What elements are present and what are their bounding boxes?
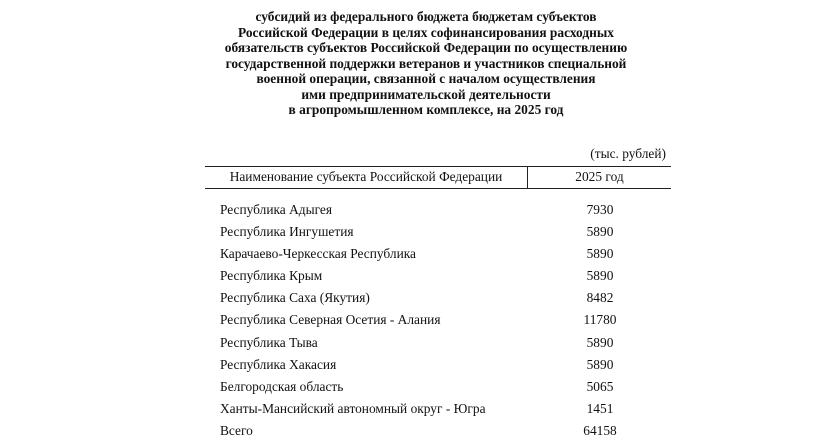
table-row <box>220 311 670 333</box>
region-name: Республика Адыгея <box>220 202 332 217</box>
heading-line: военной операции, связанной с началом осуществления <box>256 71 596 86</box>
region-name: Республика Саха (Якутия) <box>220 290 370 306</box>
region-value: 5890 <box>586 224 614 240</box>
region-name: Республика Ингушетия <box>220 224 354 240</box>
heading-line: ими предпринимательской деятельности <box>301 86 551 102</box>
region-value: 11780 <box>583 312 617 328</box>
heading-line: государственной поддержки ветеранов и участников специальной <box>225 55 627 71</box>
document-heading <box>200 9 652 118</box>
table-row <box>220 289 670 311</box>
column-header-year: 2025 год <box>575 169 624 184</box>
table-row <box>220 201 670 223</box>
table-row <box>220 378 670 400</box>
table-header <box>205 166 671 189</box>
heading-line: обязательств субъектов Российской Федерации по осуществлению <box>224 40 628 55</box>
region-name: Белгородская область <box>220 378 344 394</box>
region-value: 5890 <box>586 334 614 350</box>
region-name: Республика Крым <box>220 268 323 284</box>
table-row <box>220 356 670 378</box>
region-value: 5065 <box>586 378 614 394</box>
region-value: 1451 <box>586 400 614 416</box>
region-name: Карачаево-Черкесская Республика <box>220 246 416 262</box>
region-name: Республика Хакасия <box>220 356 337 372</box>
table-row <box>220 267 670 289</box>
table-row-total <box>220 422 670 444</box>
region-value: 7930 <box>586 202 614 217</box>
units-label: (тыс. рублей) <box>590 146 666 161</box>
total-value: 64158 <box>583 422 617 438</box>
table-row <box>220 223 670 245</box>
region-name: Ханты-Мансийский автономный округ - Югра <box>220 400 486 416</box>
region-value: 8482 <box>586 290 614 306</box>
region-name: Республика Северная Осетия - Алания <box>220 312 441 328</box>
region-name: Республика Тыва <box>220 334 318 350</box>
region-value: 5890 <box>586 246 614 262</box>
heading-line: субсидий из федерального бюджета бюджетам субъектов <box>255 9 597 24</box>
heading-line: в агропромышленном комплексе, на 2025 год <box>288 102 564 117</box>
heading-line: Российской Федерации в целях софинансирования расходных <box>238 24 614 40</box>
total-label: Всего <box>220 422 253 438</box>
table-body <box>220 201 670 444</box>
table-row <box>220 400 670 422</box>
region-value: 5890 <box>586 356 614 372</box>
table-row <box>220 334 670 356</box>
column-header-name: Наименование субъекта Российской Федерации <box>205 167 528 188</box>
table-row <box>220 245 670 267</box>
region-value: 5890 <box>586 268 614 284</box>
